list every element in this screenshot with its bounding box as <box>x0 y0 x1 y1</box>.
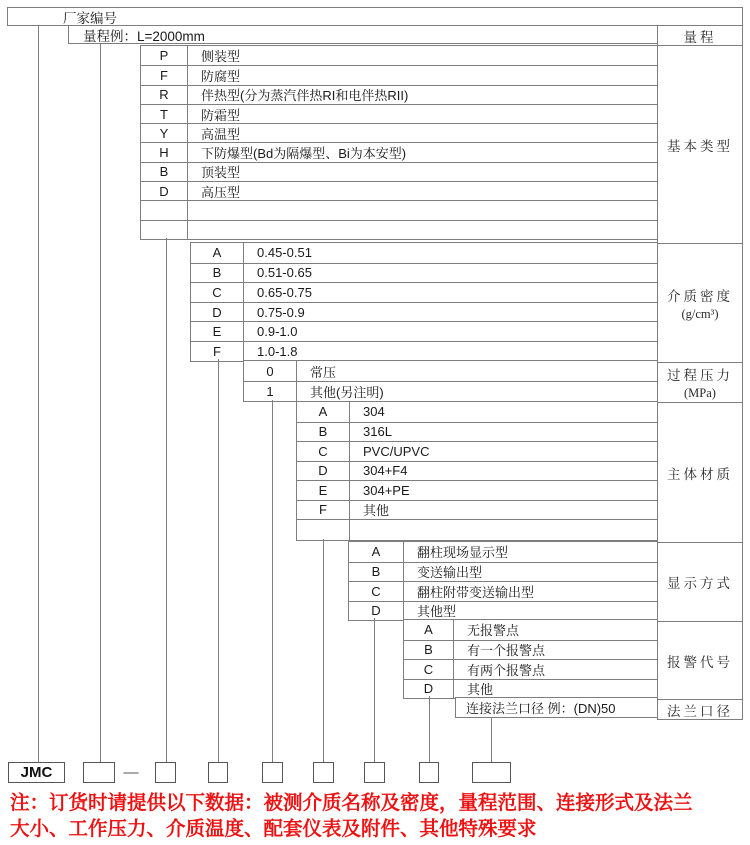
connector-line-display <box>374 618 375 762</box>
section-label-display: 显示方式 <box>658 542 742 621</box>
manufacturer-label: 厂家编号 <box>63 10 117 26</box>
pressure-unit: (MPa) <box>684 386 716 400</box>
model-code-box-alarm <box>419 762 439 783</box>
code-cell: P <box>141 46 188 65</box>
desc-cell: 有一个报警点 <box>467 643 546 659</box>
desc-cell: 顶装型 <box>201 165 241 181</box>
code-cell: C <box>404 660 454 679</box>
range-example-row <box>68 25 658 44</box>
code-cell: C <box>191 283 244 302</box>
desc-cell: 其他 <box>363 503 390 519</box>
desc-cell: 0.9-1.0 <box>257 324 298 340</box>
desc-cell: PVC/UPVC <box>363 443 430 459</box>
table-row <box>244 361 657 381</box>
model-code-box-density <box>208 762 228 783</box>
desc-cell <box>188 201 657 219</box>
desc-cell: 1.0-1.8 <box>257 343 298 359</box>
connector-line-range <box>100 43 101 762</box>
desc-cell: 304 <box>363 404 385 420</box>
code-cell: B <box>297 423 350 442</box>
flange-size-text: 连接法兰口径 例：(DN)50 <box>466 701 616 716</box>
model-code-box-display <box>364 762 385 783</box>
table-row <box>349 581 657 601</box>
category-label-column <box>657 25 743 720</box>
table-row <box>349 542 657 562</box>
desc-cell: 翻柱附带变送输出型 <box>417 584 535 600</box>
table-row <box>141 200 657 219</box>
table-row <box>404 640 657 660</box>
order-note <box>10 790 750 842</box>
connector-line-alarm <box>429 696 430 762</box>
code-cell: F <box>191 342 244 361</box>
code-cell: F <box>297 501 350 520</box>
desc-cell: 高压型 <box>201 184 241 200</box>
code-cell: R <box>141 86 188 104</box>
alarm-code-table <box>403 619 658 699</box>
table-row <box>244 381 657 401</box>
section-label-pressure: 过程压力 (MPa) <box>658 362 742 402</box>
density-table <box>190 242 658 362</box>
code-cell: F <box>141 66 188 84</box>
table-row <box>141 181 657 200</box>
desc-cell: 316L <box>363 424 392 440</box>
section-label-density: 介质密度 (g/cm³) <box>658 243 742 362</box>
table-row <box>404 620 657 640</box>
desc-cell <box>188 221 657 239</box>
manufacturer-row <box>7 7 743 26</box>
table-row <box>404 679 657 699</box>
table-row <box>191 302 657 322</box>
section-label-range: 量程 <box>683 29 717 45</box>
table-row <box>297 500 657 520</box>
code-cell: A <box>297 402 350 422</box>
table-row <box>191 263 657 283</box>
pressure-table <box>243 360 658 402</box>
code-cell: A <box>349 542 404 562</box>
connector-line-flange <box>491 717 492 762</box>
table-row <box>141 104 657 123</box>
section-label-flange: 法兰口径 <box>658 699 742 719</box>
connector-line-basic-type <box>166 238 167 762</box>
code-cell: E <box>297 481 350 500</box>
desc-cell: 304+PE <box>363 482 410 498</box>
desc-cell: 304+F4 <box>363 463 408 479</box>
order-note-line2: 大小、工作压力、介质温度、配套仪表及附件、其他特殊要求 <box>10 818 537 840</box>
desc-cell: 防霜型 <box>201 107 241 123</box>
table-row <box>191 282 657 302</box>
connector-line-density <box>218 359 219 762</box>
density-unit: (g/cm³) <box>681 306 719 321</box>
code-cell: B <box>404 641 454 660</box>
section-label-material: 主体材质 <box>658 402 742 542</box>
desc-cell: 伴热型(分为蒸汽伴热RI和电伴热RII) <box>201 88 409 104</box>
code-cell: B <box>191 264 244 283</box>
table-row <box>297 422 657 442</box>
desc-cell: 0.75-0.9 <box>257 304 305 320</box>
connector-line-material <box>323 539 324 762</box>
code-cell: D <box>404 680 454 699</box>
desc-cell: 其他(另注明) <box>310 385 384 400</box>
order-note-line1: 注：订货时请提供以下数据：被测介质名称及密度，量程范围、连接形式及法兰 <box>10 792 693 814</box>
table-row <box>141 65 657 84</box>
desc-cell: 变送输出型 <box>417 565 483 581</box>
table-row <box>141 220 657 239</box>
code-cell: E <box>191 322 244 341</box>
code-cell: Y <box>141 124 188 142</box>
desc-cell: 高温型 <box>201 126 241 142</box>
model-code-box-material <box>313 762 334 783</box>
table-row <box>297 461 657 481</box>
model-prefix-box: JMC <box>8 762 65 783</box>
code-cell: B <box>349 563 404 582</box>
code-cell: A <box>404 620 454 640</box>
desc-cell: 0.65-0.75 <box>257 284 312 300</box>
table-row <box>349 601 657 621</box>
model-code-box-flange <box>472 762 511 783</box>
code-cell: C <box>297 442 350 461</box>
table-row <box>297 402 657 422</box>
table-row <box>141 142 657 161</box>
desc-cell: 常压 <box>310 364 337 380</box>
table-row <box>191 243 657 263</box>
code-cell: C <box>349 582 404 601</box>
table-row <box>349 562 657 582</box>
desc-cell: 无报警点 <box>467 623 520 639</box>
desc-cell: 侧装型 <box>201 49 241 65</box>
connector-line-manufacturer <box>38 25 39 762</box>
code-cell: 1 <box>244 382 297 401</box>
table-row <box>297 480 657 500</box>
table-row <box>297 441 657 461</box>
code-cell: D <box>349 602 404 621</box>
table-row <box>141 162 657 181</box>
code-cell: A <box>191 243 244 263</box>
table-row <box>141 85 657 104</box>
code-cell: D <box>297 462 350 481</box>
code-cell: 0 <box>244 361 297 381</box>
desc-cell: 0.51-0.65 <box>257 265 312 281</box>
material-table <box>296 401 658 541</box>
model-code-box-basic-type <box>155 762 176 783</box>
code-cell: T <box>141 105 188 123</box>
desc-cell: 0.45-0.51 <box>257 245 312 261</box>
model-code-box-pressure <box>262 762 283 783</box>
desc-cell: 翻柱现场显示型 <box>417 545 509 561</box>
desc-cell: 防腐型 <box>201 68 241 84</box>
flange-size-row <box>455 697 658 718</box>
desc-cell: 其他型 <box>417 604 457 620</box>
connector-line-pressure <box>272 400 273 762</box>
table-row <box>191 341 657 361</box>
code-cell: B <box>141 163 188 181</box>
code-cell <box>297 520 350 540</box>
table-row <box>191 321 657 341</box>
model-code-box-range <box>83 762 115 783</box>
basic-type-table <box>140 45 658 240</box>
code-cell: H <box>141 143 188 161</box>
code-cell <box>141 201 188 219</box>
code-cell: D <box>191 303 244 322</box>
code-cell: D <box>141 182 188 200</box>
desc-cell: 其他 <box>467 682 494 698</box>
section-label-alarm: 报警代号 <box>658 621 742 699</box>
model-code-separator: — <box>123 764 139 781</box>
table-row <box>404 659 657 679</box>
table-row <box>141 123 657 142</box>
range-example-text: 量程例：L=2000mm <box>83 28 205 44</box>
desc-cell: 下防爆型(Bd为隔爆型、Bi为本安型) <box>201 146 407 162</box>
section-label-basic-type: 基本类型 <box>658 45 742 243</box>
code-cell <box>141 221 188 239</box>
desc-cell: 有两个报警点 <box>467 662 546 678</box>
desc-cell <box>350 520 657 540</box>
display-mode-table <box>348 541 658 621</box>
table-row <box>297 519 657 540</box>
table-row <box>141 46 657 65</box>
